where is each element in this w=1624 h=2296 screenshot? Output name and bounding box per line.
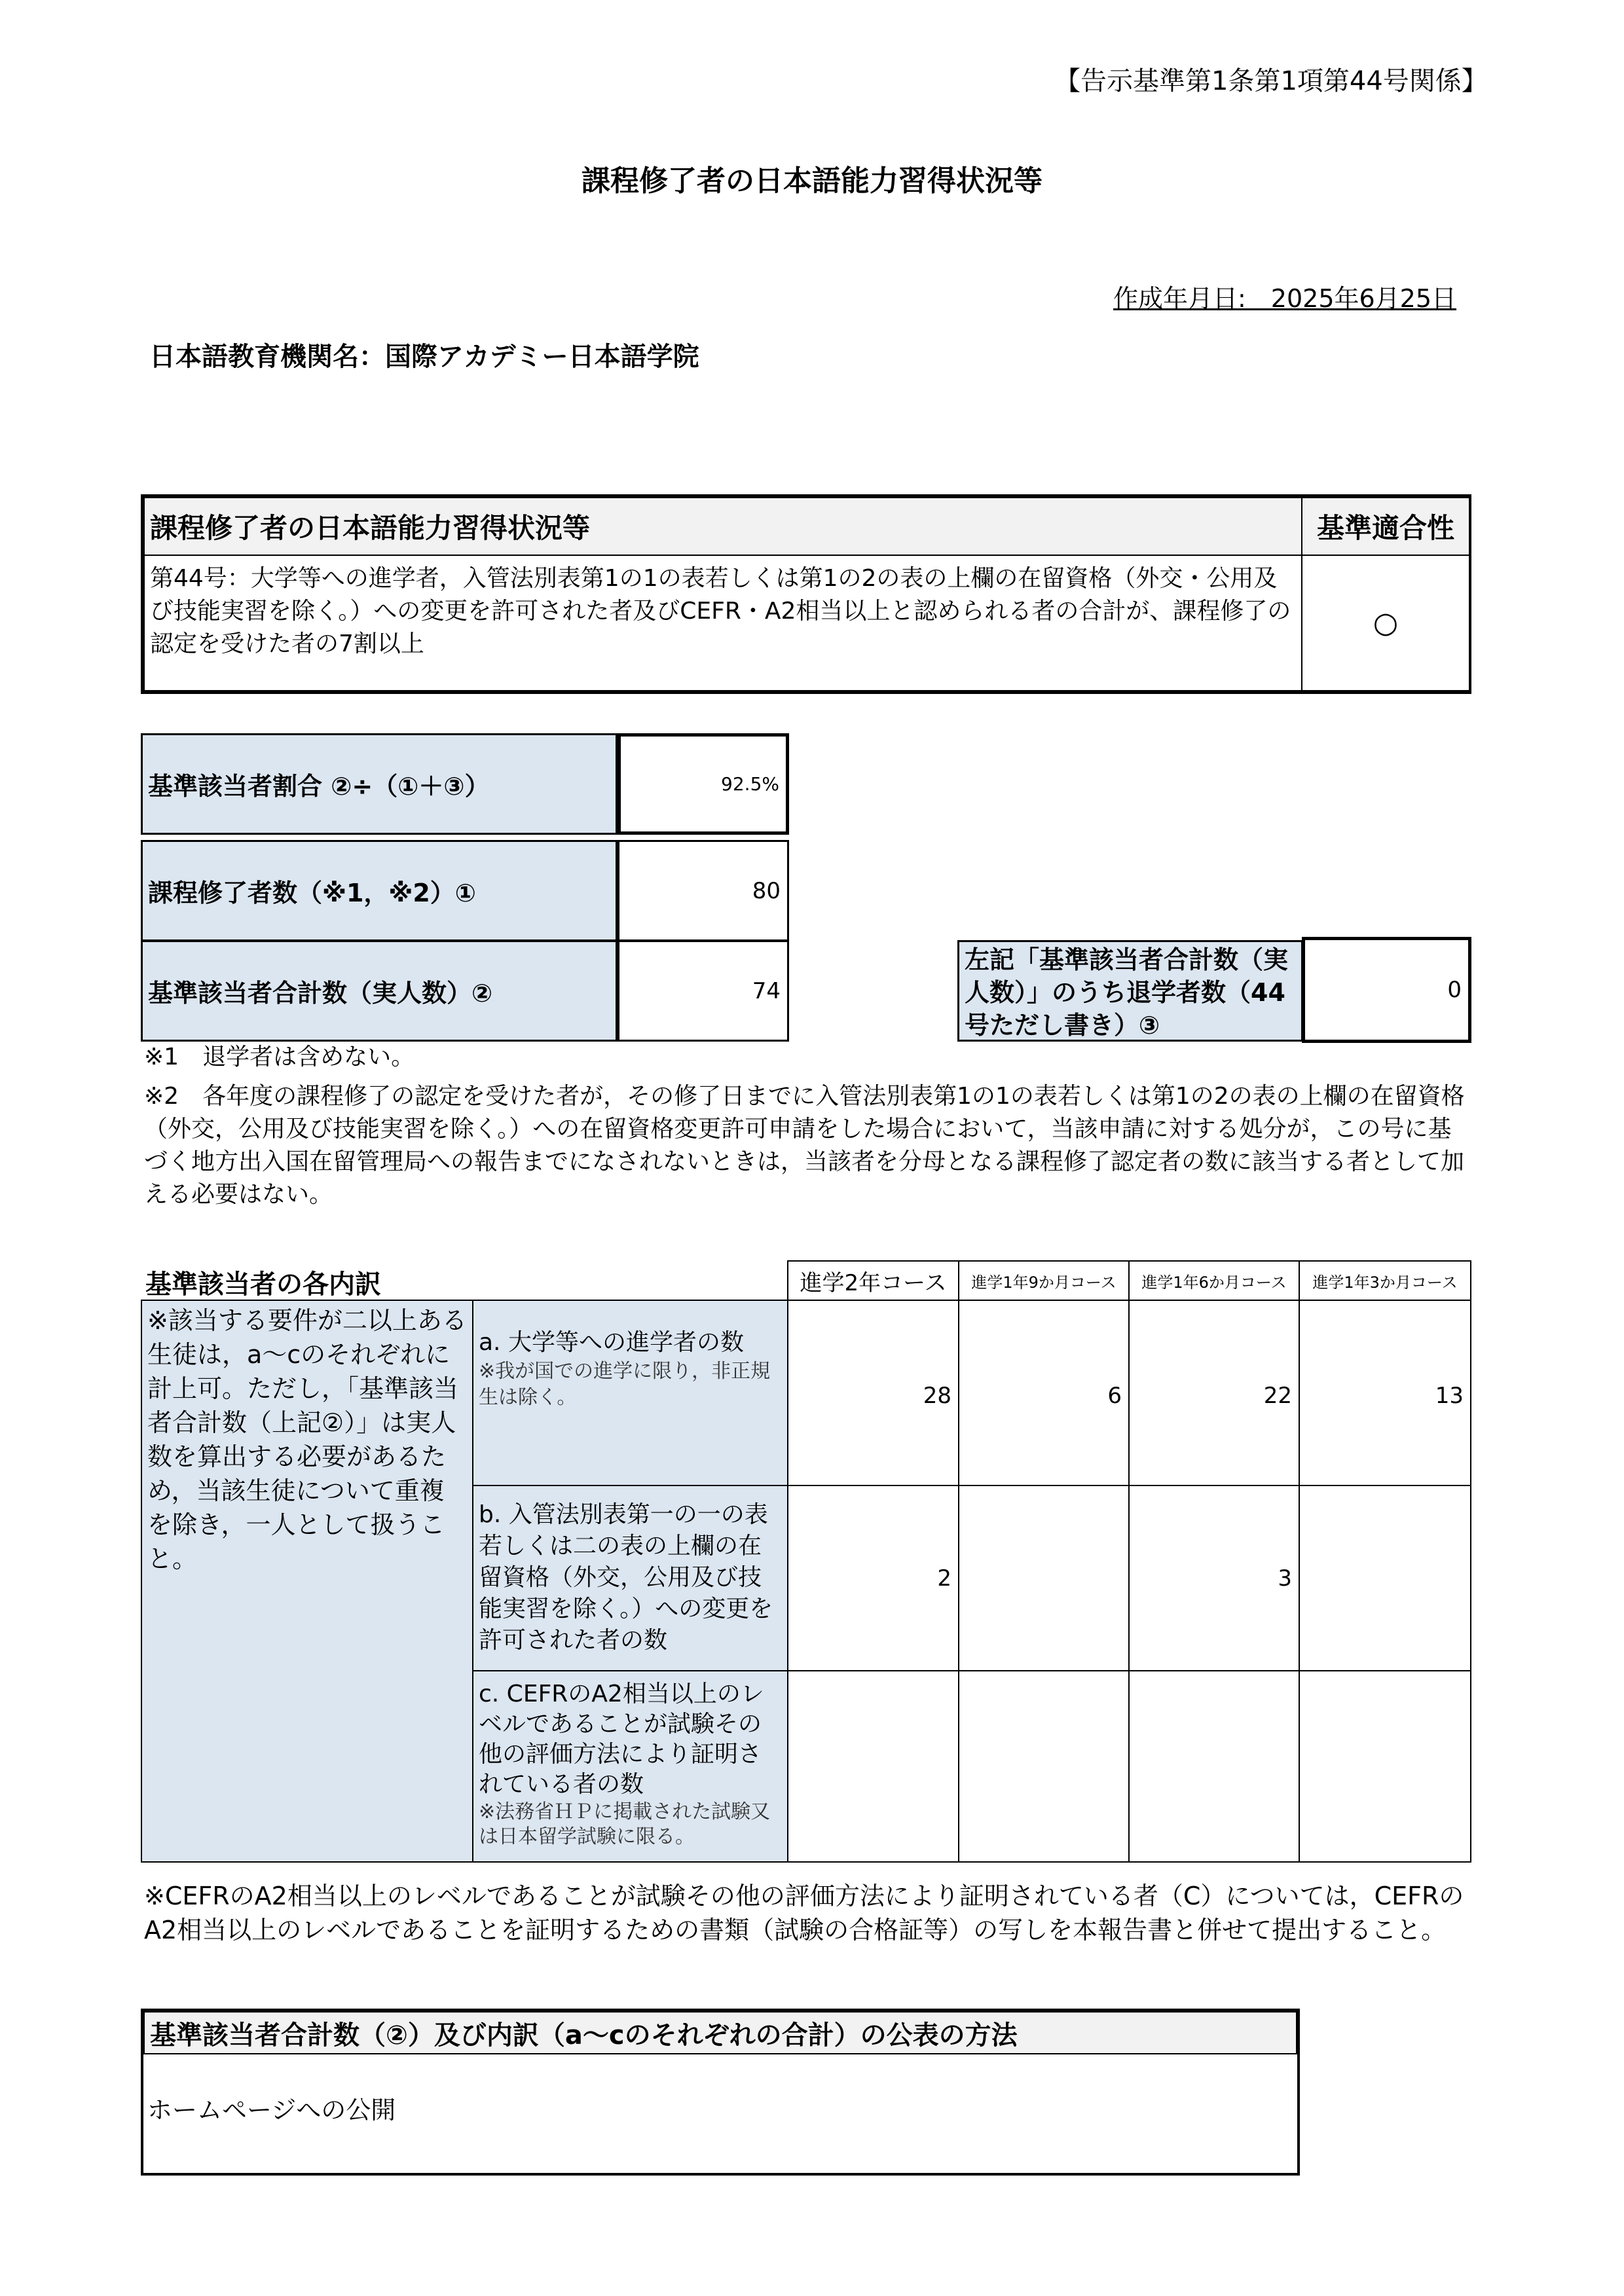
row-b-value-2yr: 2 (787, 1485, 959, 1671)
row-a-title: a. 大学等への進学者の数 (479, 1329, 744, 1356)
qualified-value: 74 (618, 940, 789, 1042)
withdrawn-label: 左記「基準該当者合計数（実人数）」のうち退学者数（44号ただし書き）③ (957, 940, 1303, 1042)
note-2: ※2 各年度の課程修了の認定を受けた者が，その修了日までに入管法別表第1の1の表若しくは第1の2の表の上欄の在留資格（外交，公用及び技能実習を除く。）への在留資格変更許可申請をした場合において，当該申請に対する処分が，この号に基づく地方出入国在留管理局への報告までになされないときは，当該者を分母となる課程修了認定者の数に該当する者として加える必要はない。 (144, 1083, 1465, 1208)
breakdown-footer-note: ※CEFRのA2相当以上のレベルであることが試験その他の評価方法により証明されている者（C）については，CEFRのA2相当以上のレベルであることを証明するための書類（試験の合格証等）の写しを本報告書と併せて提出すること。 (144, 1882, 1464, 1944)
publication-header: 基準該当者合計数（②）及び内訳（a～cのそれぞれの合計）の公表の方法 (143, 2011, 1297, 2054)
row-b-label: b. 入管法別表第一の一の表若しくは二の表の上欄の在留資格（外交，公用及び技能実習を除く。）への変更を許可された者の数 (472, 1485, 788, 1671)
reference-label: 【告示基準第1条第1項第44号関係】 (1054, 66, 1488, 96)
completed-value: 80 (618, 840, 789, 941)
ratio-label: 基準該当者割合 ②÷（①＋③） (141, 733, 618, 835)
publication-method: ホームページへの公開 (147, 2096, 396, 2124)
page-title: 課程修了者の日本語能力習得状況等 (581, 164, 1043, 198)
row-c-value-1yr6m (1128, 1670, 1300, 1863)
completed-label: 課程修了者数（※1，※2）① (141, 840, 618, 941)
row-c-value-1yr3m (1299, 1670, 1471, 1863)
row-a-value-1yr3m: 13 (1299, 1300, 1471, 1486)
row-c-title: c. CEFRのA2相当以上のレベルであることが試験その他の評価方法により証明されている者の数 (479, 1681, 764, 1798)
criteria-table (141, 494, 1471, 694)
publication-table (141, 2009, 1300, 2176)
qualified-label: 基準該当者合計数（実人数）② (141, 940, 618, 1042)
column-header-1yr3m: 進学1年3か月コース (1299, 1260, 1471, 1301)
row-b-value-1yr9m (958, 1485, 1130, 1671)
column-header-1yr6m: 進学1年6か月コース (1128, 1260, 1300, 1301)
conformity-header: 基準適合性 (1301, 497, 1470, 556)
column-header-1yr9m: 進学1年9か月コース (958, 1260, 1130, 1301)
creation-date: 作成年月日: 2025年6月25日 (1113, 284, 1457, 313)
row-c-subnote: ※法務省ＨＰに掲載された試験又は日本留学試験に限る。 (479, 1800, 771, 1848)
column-header-2yr: 進学2年コース (787, 1260, 959, 1301)
ratio-value: 92.5% (618, 733, 789, 835)
breakdown-title: 基準該当者の各内訳 (145, 1269, 381, 1300)
conformity-result: ○ (1301, 555, 1470, 691)
row-b-value-1yr6m: 3 (1128, 1485, 1300, 1671)
institution-name: 日本語教育機関名：国際アカデミー日本語学院 (149, 342, 699, 372)
criteria-header: 課程修了者の日本語能力習得状況等 (143, 497, 1302, 556)
row-b-value-1yr3m (1299, 1485, 1471, 1671)
row-a-value-2yr: 28 (787, 1300, 959, 1486)
row-c-label (472, 1670, 788, 1863)
criteria-description: 第44号：大学等への進学者，入管法別表第1の1の表若しくは第1の2の表の上欄の在留資格（外交・公用及び技能実習を除く。）への変更を許可された者及びCEFR・A2相当以上と認められる者の合計が、課程修了の認定を受けた者の7割以上 (143, 555, 1302, 691)
row-c-value-1yr9m (958, 1670, 1130, 1863)
row-c-value-2yr (787, 1670, 959, 1863)
withdrawn-value: 0 (1302, 937, 1471, 1043)
row-a-value-1yr9m: 6 (958, 1300, 1130, 1486)
row-a-value-1yr6m: 22 (1128, 1300, 1300, 1486)
breakdown-side-note: ※該当する要件が二以上ある生徒は，a～cのそれぞれに計上可。ただし，「基準該当者合計数（上記②）」は実人数を算出する必要があるため，当該生徒について重複を除き，一人として扱うこと。 (141, 1300, 473, 1863)
row-a-label (472, 1300, 788, 1486)
note-1: ※1 退学者は含めない。 (144, 1044, 415, 1070)
row-a-subnote: ※我が国での進学に限り，非正規生は除く。 (479, 1360, 771, 1409)
